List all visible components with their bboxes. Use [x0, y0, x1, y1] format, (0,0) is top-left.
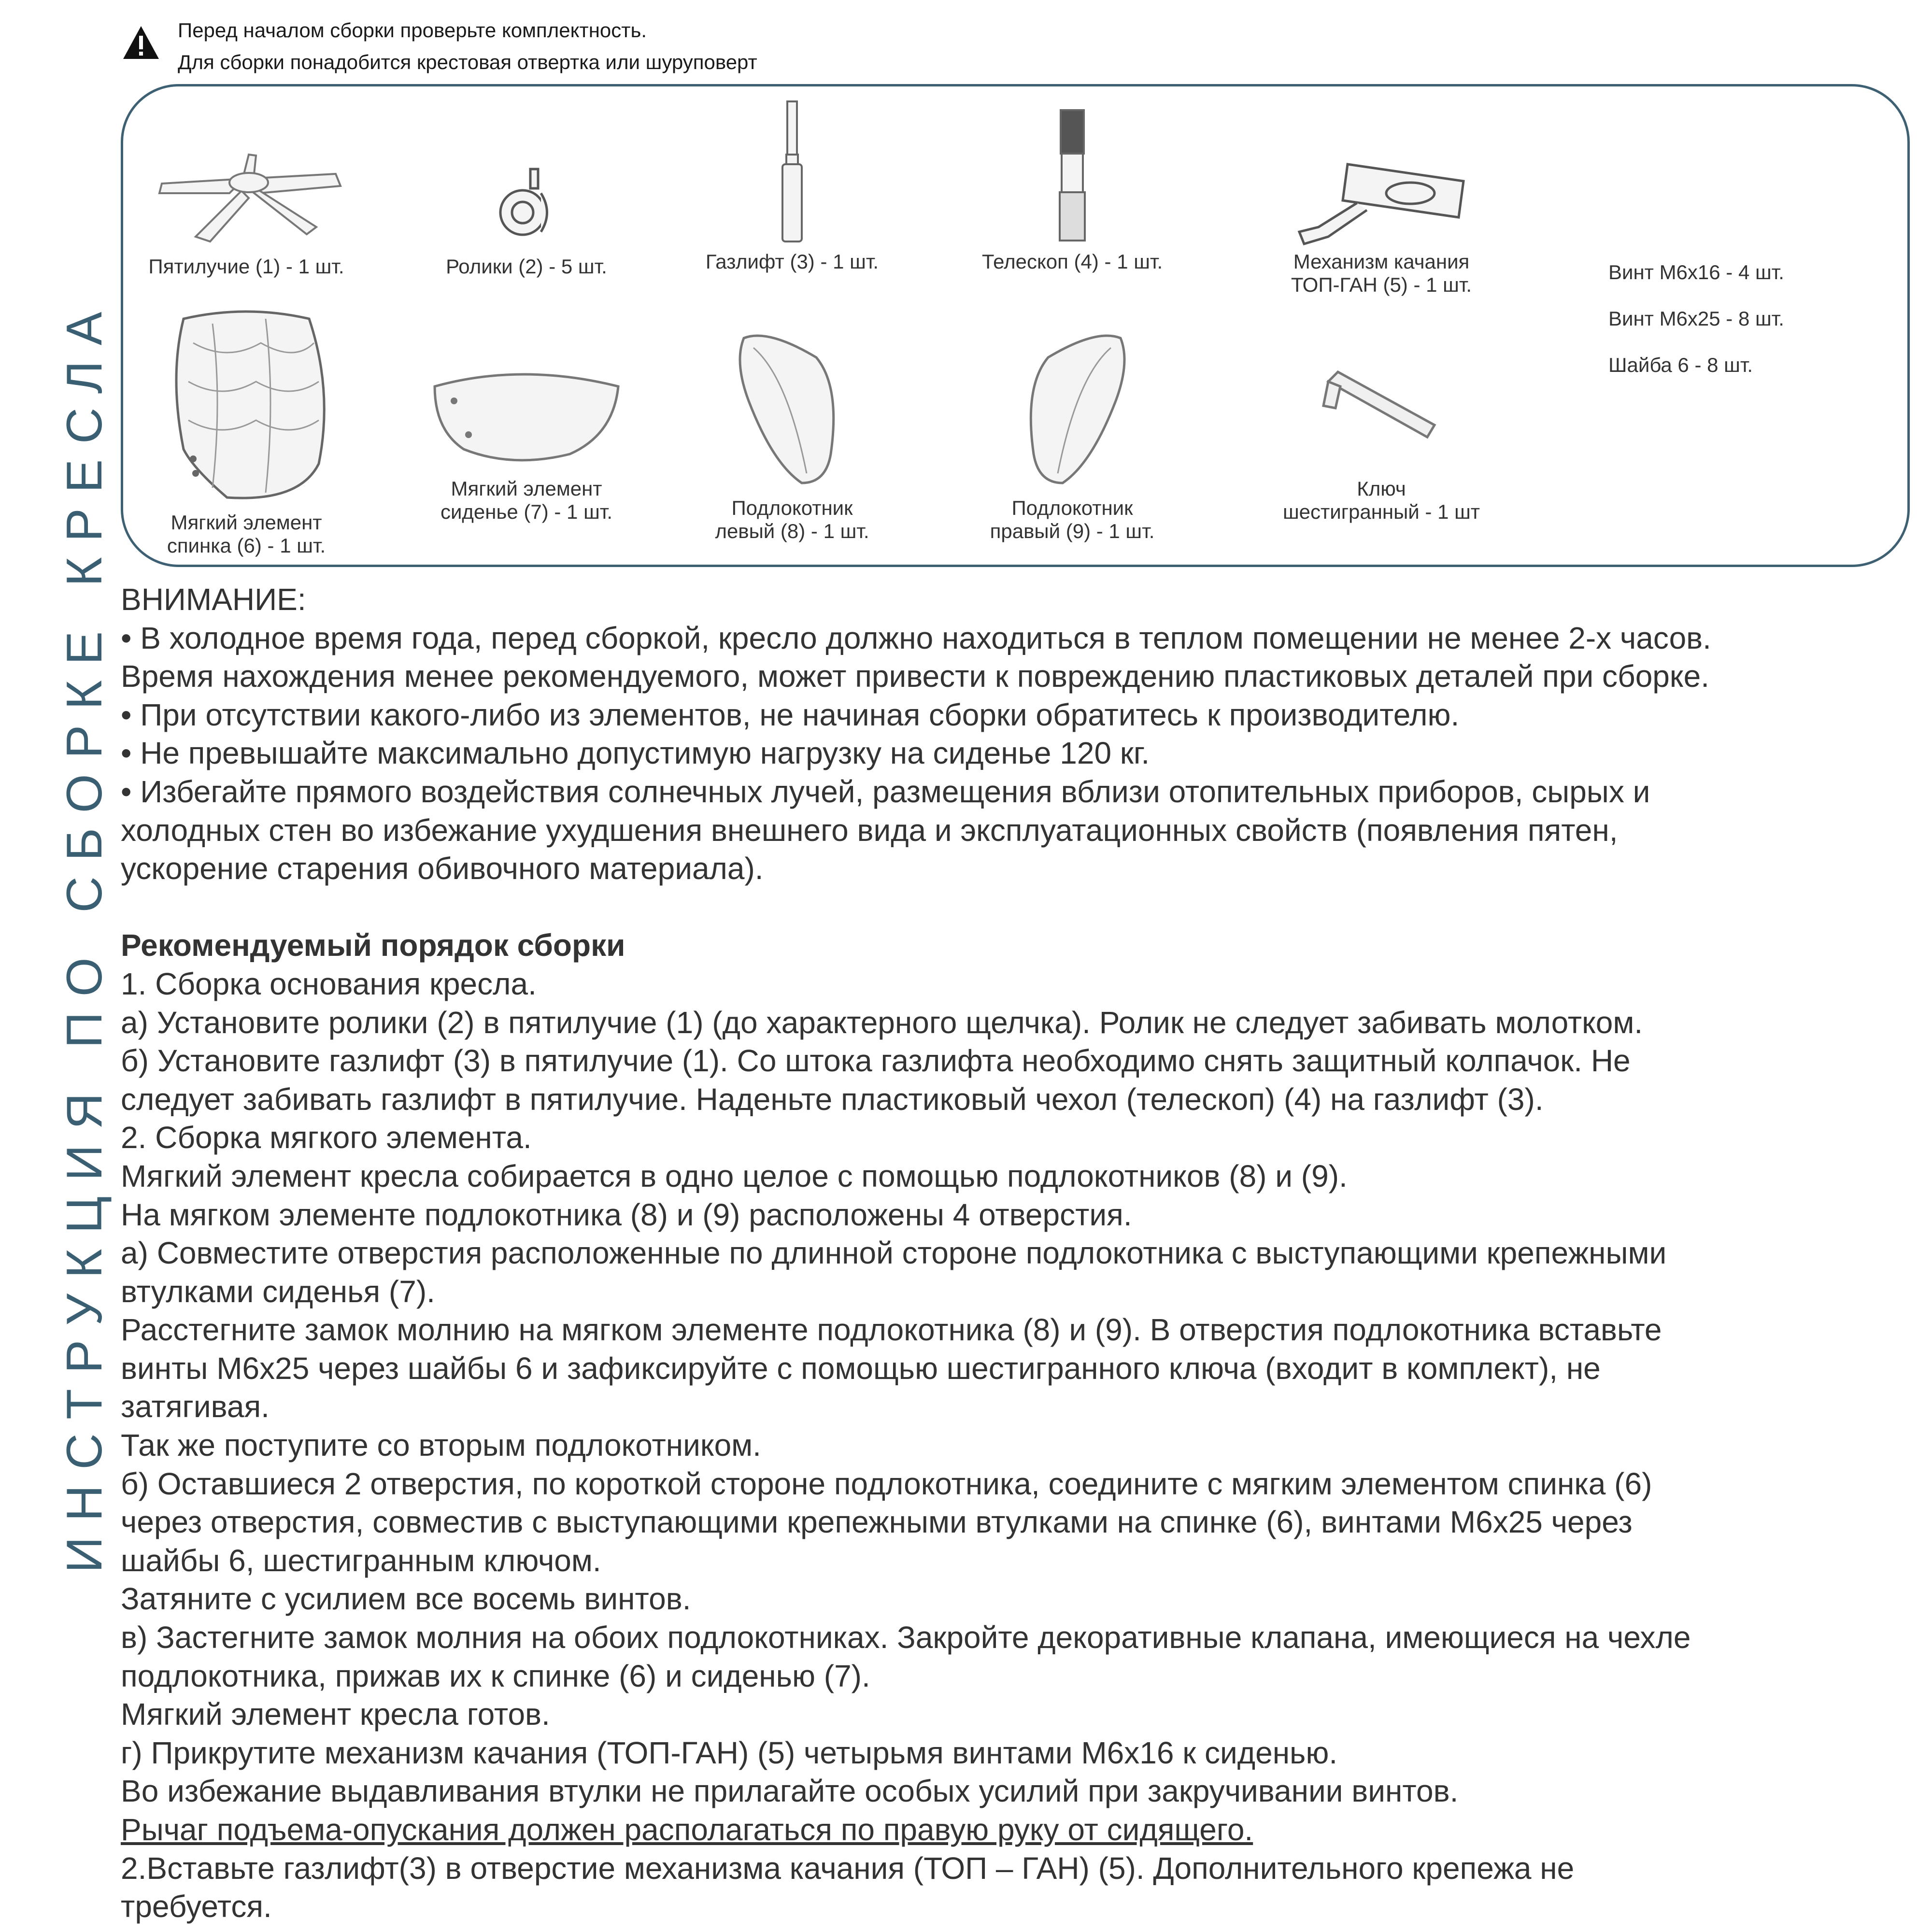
attention-line-2: Время нахождения менее рекомендуемого, может привести к повреждению пластиковых деталей при сборке.	[121, 659, 1709, 694]
assembly-line: подлокотника, прижав их к спинке (6) и сиденью (7).	[121, 1658, 870, 1693]
part-key-caption-2: шестигранный - 1 шт	[1282, 500, 1480, 523]
part-arm-right-caption-1: Подлокотник	[1011, 497, 1133, 519]
seat-cushion-image	[425, 357, 628, 473]
assembly-line: шайбы 6, шестигранным ключом.	[121, 1543, 601, 1578]
assembly-line: через отверстия, совместив с выступающими крепежными втулками на спинке (6), винтами М6х25 через	[121, 1505, 1633, 1540]
telescope-image	[1048, 106, 1096, 246]
assembly-line: Мягкий элемент кресла готов.	[121, 1697, 550, 1732]
assembly-line: На мягком элементе подлокотника (8) и (9) расположены 4 отверстия.	[121, 1197, 1132, 1232]
assembly-line: 2. Сборка мягкого элемента.	[121, 1120, 532, 1155]
part-casters-caption: Ролики (2) - 5 шт.	[446, 255, 607, 278]
hex-key-image	[1314, 357, 1449, 473]
tilt-mechanism-image	[1290, 155, 1473, 246]
part-key	[1246, 357, 1517, 524]
assembly-line: г) Прикрутите механизм качания (ТОП-ГАН) (5) четырьмя винтами М6х16 к сиденью.	[121, 1735, 1338, 1770]
final-step-line-2: требуется.	[121, 1889, 272, 1924]
assembly-line: а) Установите ролики (2) в пятилучие (1) (до характерного щелчка). Ролик не следует забивать молотком.	[121, 1005, 1643, 1040]
assembly-line: б) Оставшиеся 2 отверстия, по короткой стороне подлокотника, соедините с мягким элементом спинка (6)	[121, 1466, 1652, 1501]
seat-back-cushion-image	[155, 304, 338, 507]
header-note	[178, 14, 757, 78]
part-mechanism-caption-1: Механизм качания	[1293, 250, 1470, 273]
assembly-line: затягивая.	[121, 1389, 270, 1424]
assembly-line: 1. Сборка основания кресла.	[121, 966, 537, 1001]
part-arm-left-caption-2: левый (8) - 1 шт.	[715, 520, 869, 542]
part-telescope-caption: Телескоп (4) - 1 шт.	[981, 250, 1163, 273]
assembly-line: втулками сиденья (7).	[121, 1274, 435, 1309]
gaslift-image	[768, 97, 816, 246]
vertical-title: ИНСТРУКЦИЯ ПО СБОРКЕ КРЕСЛА	[57, 296, 113, 1573]
assembly-line: а) Совместите отверстия расположенные по длинной стороне подлокотника с выступающими крепежными	[121, 1236, 1667, 1271]
hardware-screw-m6x25: Винт М6х25 - 8 шт.	[1608, 307, 1784, 330]
part-arm-left-caption-1: Подлокотник	[731, 497, 853, 519]
assembly-line: винты М6х25 через шайбы 6 и зафиксируйте с помощью шестигранного ключа (входит в комплект), не	[121, 1350, 1601, 1386]
part-seat-caption-2: сиденье (7) - 1 шт.	[440, 500, 613, 523]
note-line-2: Для сборки понадобится крестовая отвертка или шуруповерт	[178, 51, 757, 73]
five-star-base-image	[133, 145, 360, 251]
final-step-line-1: 2.Вставьте газлифт(3) в отверстие механизма качания (ТОП – ГАН) (5). Дополнительного крепежа не	[121, 1850, 1575, 1886]
assembly-heading: Рекомендуемый порядок сборки	[121, 928, 625, 963]
attention-heading: ВНИМАНИЕ:	[121, 582, 306, 617]
caster-image	[493, 159, 560, 251]
attention-line-4: • Не превышайте максимально допустимую нагрузку на сиденье 120 кг.	[121, 736, 1150, 771]
assembly-line: Расстегните замок молнию на мягком элементе подлокотника (8) и (9). В отверстия подлокотника вставьте	[121, 1312, 1662, 1348]
part-seat	[391, 357, 662, 524]
warning-triangle-icon	[122, 25, 160, 60]
part-back-caption-2: спинка (6) - 1 шт.	[167, 534, 326, 557]
part-gaslift-caption: Газлифт (3) - 1 шт.	[705, 250, 879, 273]
part-base-caption: Пятилучие (1) - 1 шт.	[148, 255, 344, 278]
assembly-line: Так же поступите со вторым подлокотником.	[121, 1428, 761, 1463]
attention-line-3: • При отсутствии какого-либо из элементов, не начиная сборки обратитесь к производителю.	[121, 697, 1460, 732]
part-arm-left	[657, 319, 927, 543]
lever-position-note: Рычаг подъема-опускания должен располагаться по правую руку от сидящего.	[121, 1812, 1253, 1847]
part-casters	[391, 159, 662, 278]
hardware-washer: Шайба 6 - 8 шт.	[1608, 354, 1753, 376]
part-mechanism-caption-2: ТОП-ГАН (5) - 1 шт.	[1291, 273, 1472, 296]
assembly-line: б) Установите газлифт (3) в пятилучие (1). Со штока газлифта необходимо снять защитный колпачок. Не	[121, 1043, 1631, 1079]
attention-line-5: • Избегайте прямого воздействия солнечных лучей, размещения вблизи отопительных приборов, сырых и	[121, 774, 1650, 809]
assembly-line: Мягкий элемент кресла собирается в одно целое с помощью подлокотников (8) и (9).	[121, 1158, 1348, 1193]
attention-line-1: • В холодное время года, перед сборкой, кресло должно находиться в теплом помещении не менее 2-х часов.	[121, 620, 1711, 655]
part-seat-caption-1: Мягкий элемент	[451, 477, 602, 500]
hardware-screw-m6x16: Винт М6х16 - 4 шт.	[1608, 261, 1784, 284]
part-telescope	[937, 106, 1208, 273]
part-arm-right	[937, 319, 1208, 543]
assembly-line: в) Застегните замок молния на обоих подлокотниках. Закройте декоративные клапана, имеющиеся на чехле	[121, 1620, 1691, 1655]
attention-line-7: ускорение старения обивочного материала).	[121, 851, 764, 886]
attention-line-6: холодных стен во избежание ухудшения внешнего вида и эксплуатационных свойств (появления пятен,	[121, 812, 1618, 848]
left-armrest-image	[729, 319, 855, 493]
part-mechanism	[1246, 155, 1517, 297]
part-back	[111, 304, 382, 557]
part-gaslift	[657, 97, 927, 273]
part-base	[111, 145, 382, 278]
part-arm-right-caption-2: правый (9) - 1 шт.	[990, 520, 1155, 542]
right-armrest-image	[1009, 319, 1135, 493]
instructions-body	[121, 581, 1918, 1926]
part-back-caption-1: Мягкий элемент	[170, 511, 322, 534]
note-line-1: Перед началом сборки проверьте комплектность.	[178, 19, 647, 42]
assembly-line: Затяните с усилием все восемь винтов.	[121, 1581, 691, 1617]
spacer	[121, 888, 1918, 927]
assembly-line: следует забивать газлифт в пятилучие. Наденьте пластиковый чехол (телескоп) (4) на газлифт (3).	[121, 1081, 1544, 1117]
part-key-caption-1: Ключ	[1357, 477, 1406, 500]
assembly-line: Во избежание выдавливания втулки не прилагайте особых усилий при закручивании винтов.	[121, 1774, 1459, 1809]
